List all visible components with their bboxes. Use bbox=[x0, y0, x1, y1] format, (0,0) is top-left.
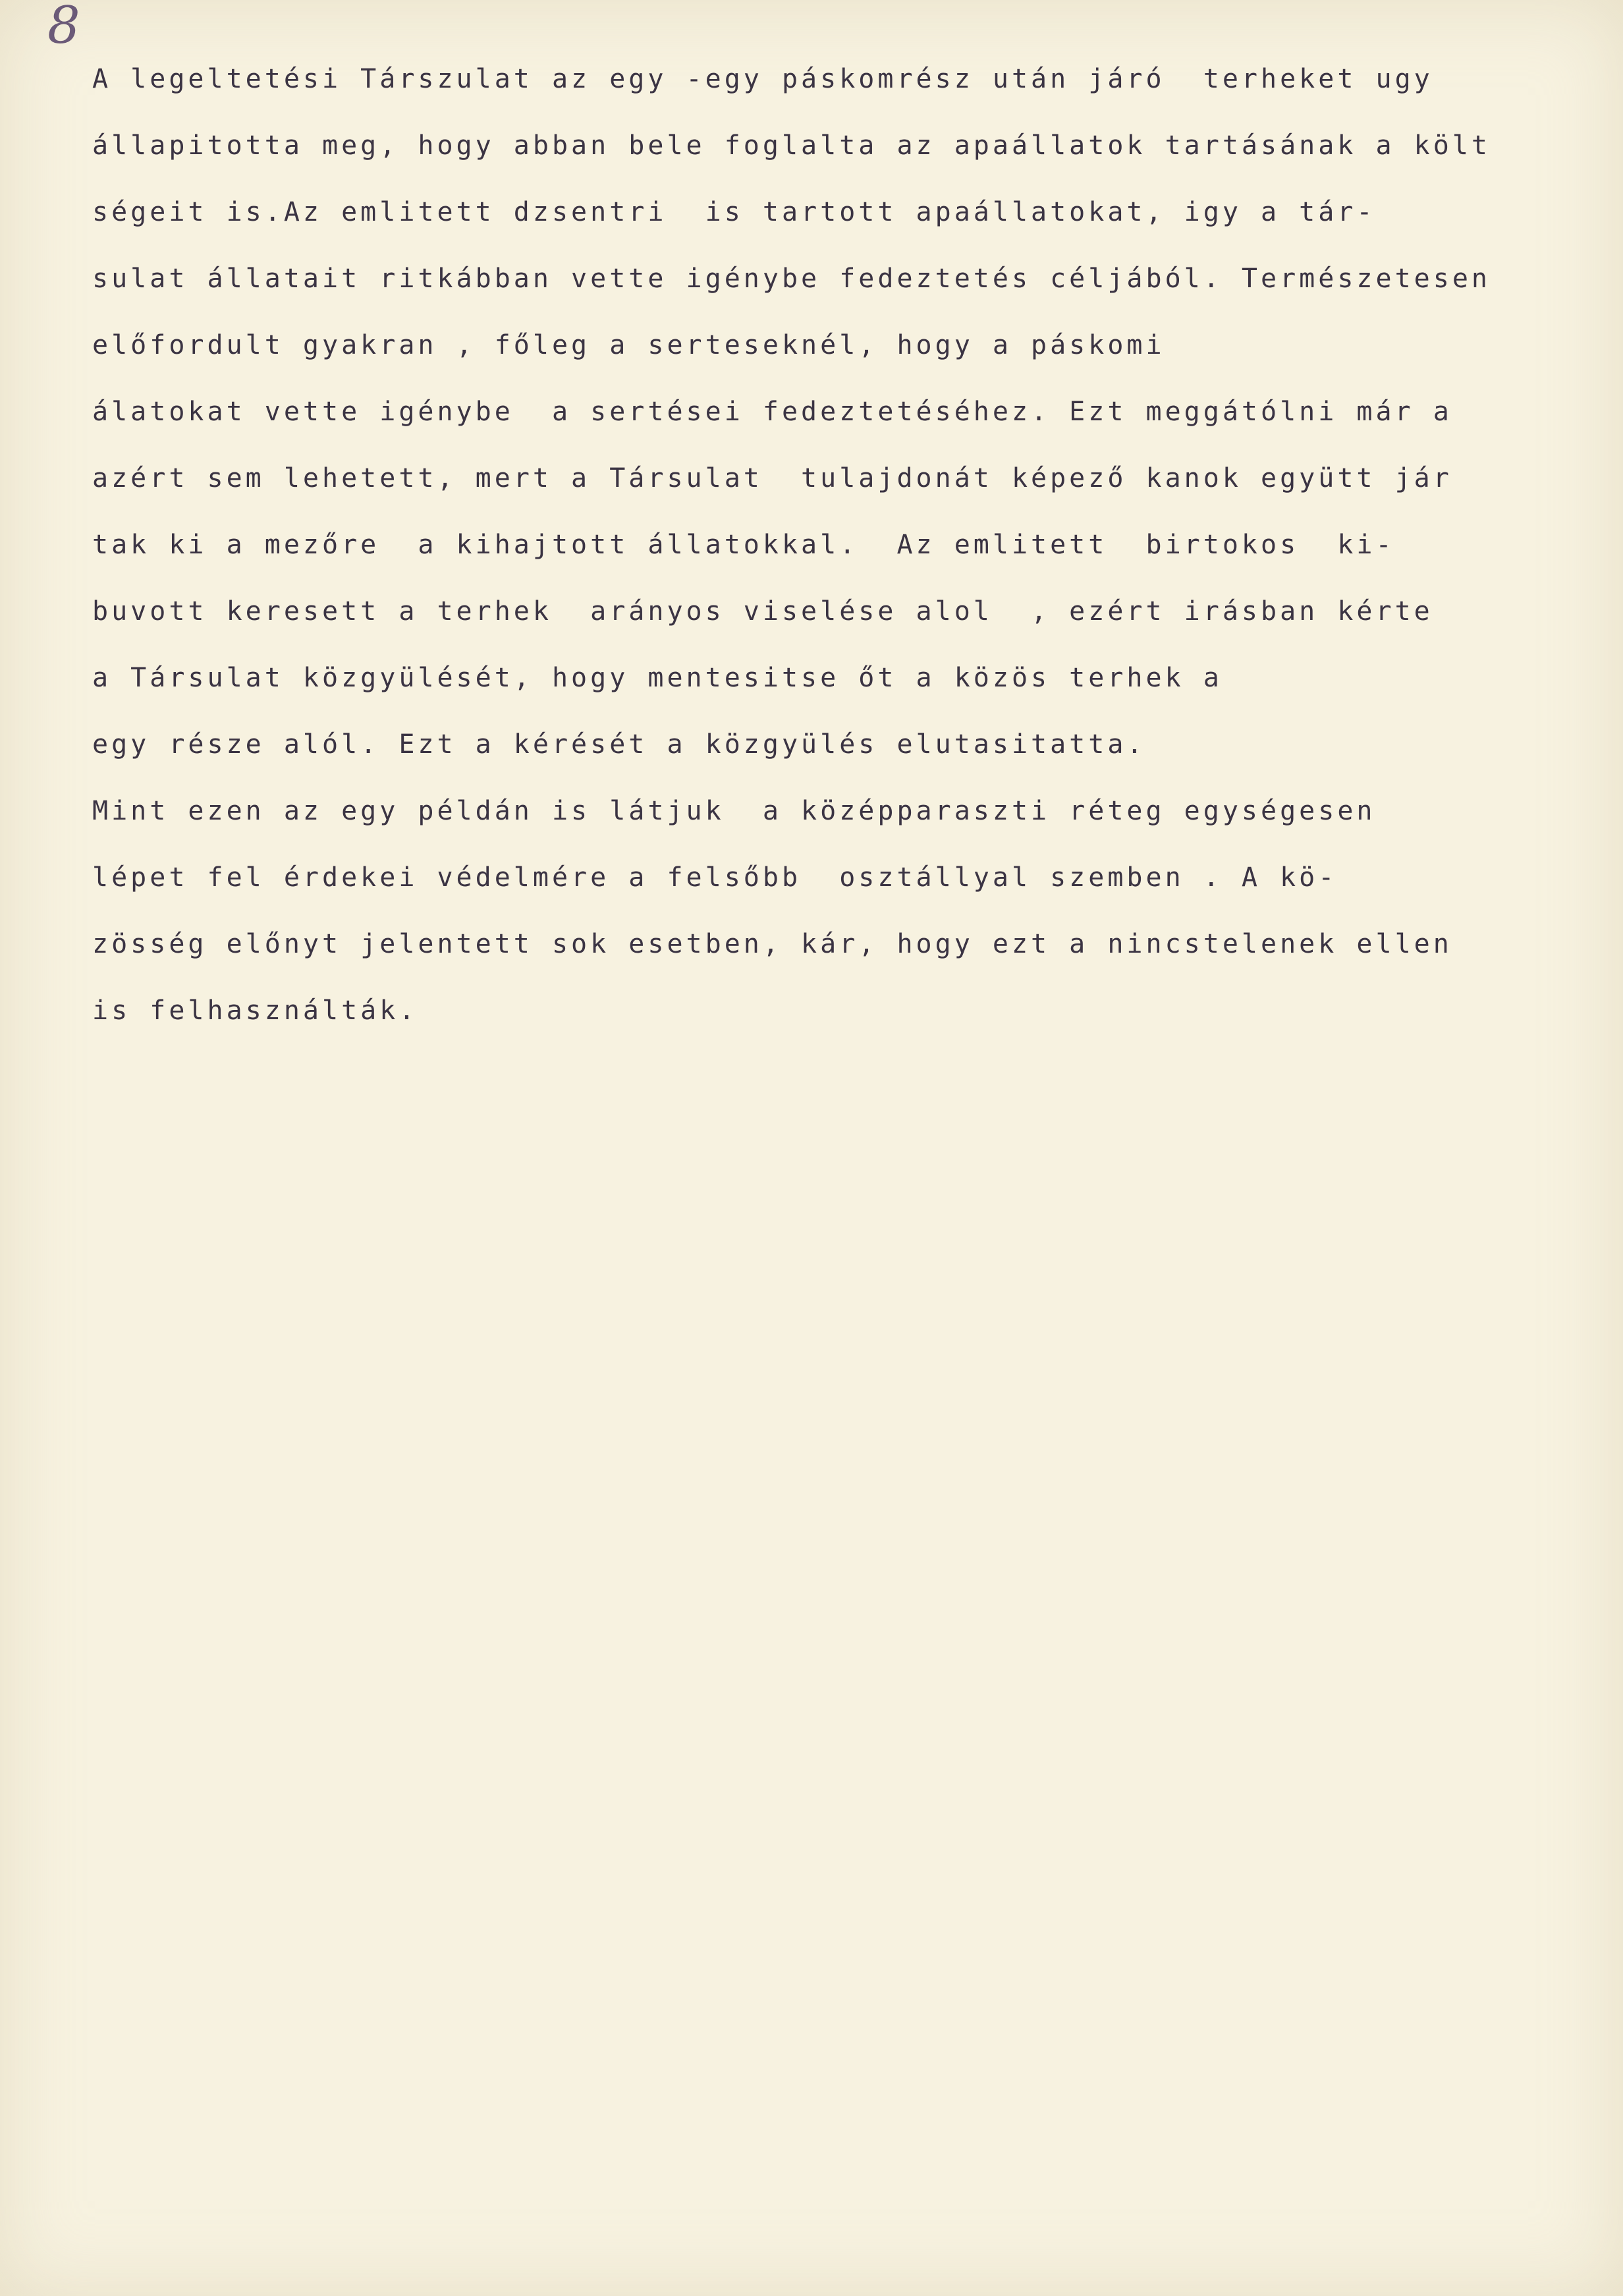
text-line: sulat állatait ritkábban vette igénybe fedeztetés céljából. Természetesen bbox=[92, 264, 1491, 294]
typewritten-body bbox=[92, 46, 1561, 1044]
text-line: egy része alól. Ezt a kérését a közgyülés elutasitatta. bbox=[92, 729, 1146, 760]
text-line: lépet fel érdekei védelmére a felsőbb osztállyal szemben . A kö- bbox=[92, 862, 1338, 893]
page-number: 8 bbox=[47, 0, 80, 55]
text-line: előfordult gyakran , főleg a serteseknél, hogy a páskomi bbox=[92, 330, 1184, 360]
text-line: zösség előnyt jelentett sok esetben, kár, hogy ezt a nincstelenek ellen bbox=[92, 929, 1452, 959]
text-line: tak ki a mezőre a kihajtott állatokkal. Az emlitett birtokos ki- bbox=[92, 530, 1395, 560]
text-line: buvott keresett a terhek arányos viselése alol , ezért irásban kérte bbox=[92, 596, 1433, 627]
text-line: állapitotta meg, hogy abban bele foglalta az apaállatok tartásának a költ bbox=[92, 130, 1491, 161]
text-line: A legeltetési Társzulat az egy -egy páskomrész után járó terheket ugy bbox=[92, 64, 1433, 94]
text-line: azért sem lehetett, mert a Társulat tulajdonát képező kanok együtt jár bbox=[92, 463, 1452, 493]
text-line: álatokat vette igénybe a sertései fedeztetéséhez. Ezt meggátólni már a bbox=[92, 397, 1452, 427]
text-line: Mint ezen az egy példán is látjuk a középparaszti réteg egységesen bbox=[92, 796, 1376, 826]
text-line: a Társulat közgyülését, hogy mentesitse őt a közös terhek a bbox=[92, 663, 1223, 693]
text-line: is felhasználták. bbox=[92, 995, 418, 1026]
text-line: ségeit is.Az emlitett dzsentri is tartott apaállatokat, igy a tár- bbox=[92, 197, 1376, 227]
